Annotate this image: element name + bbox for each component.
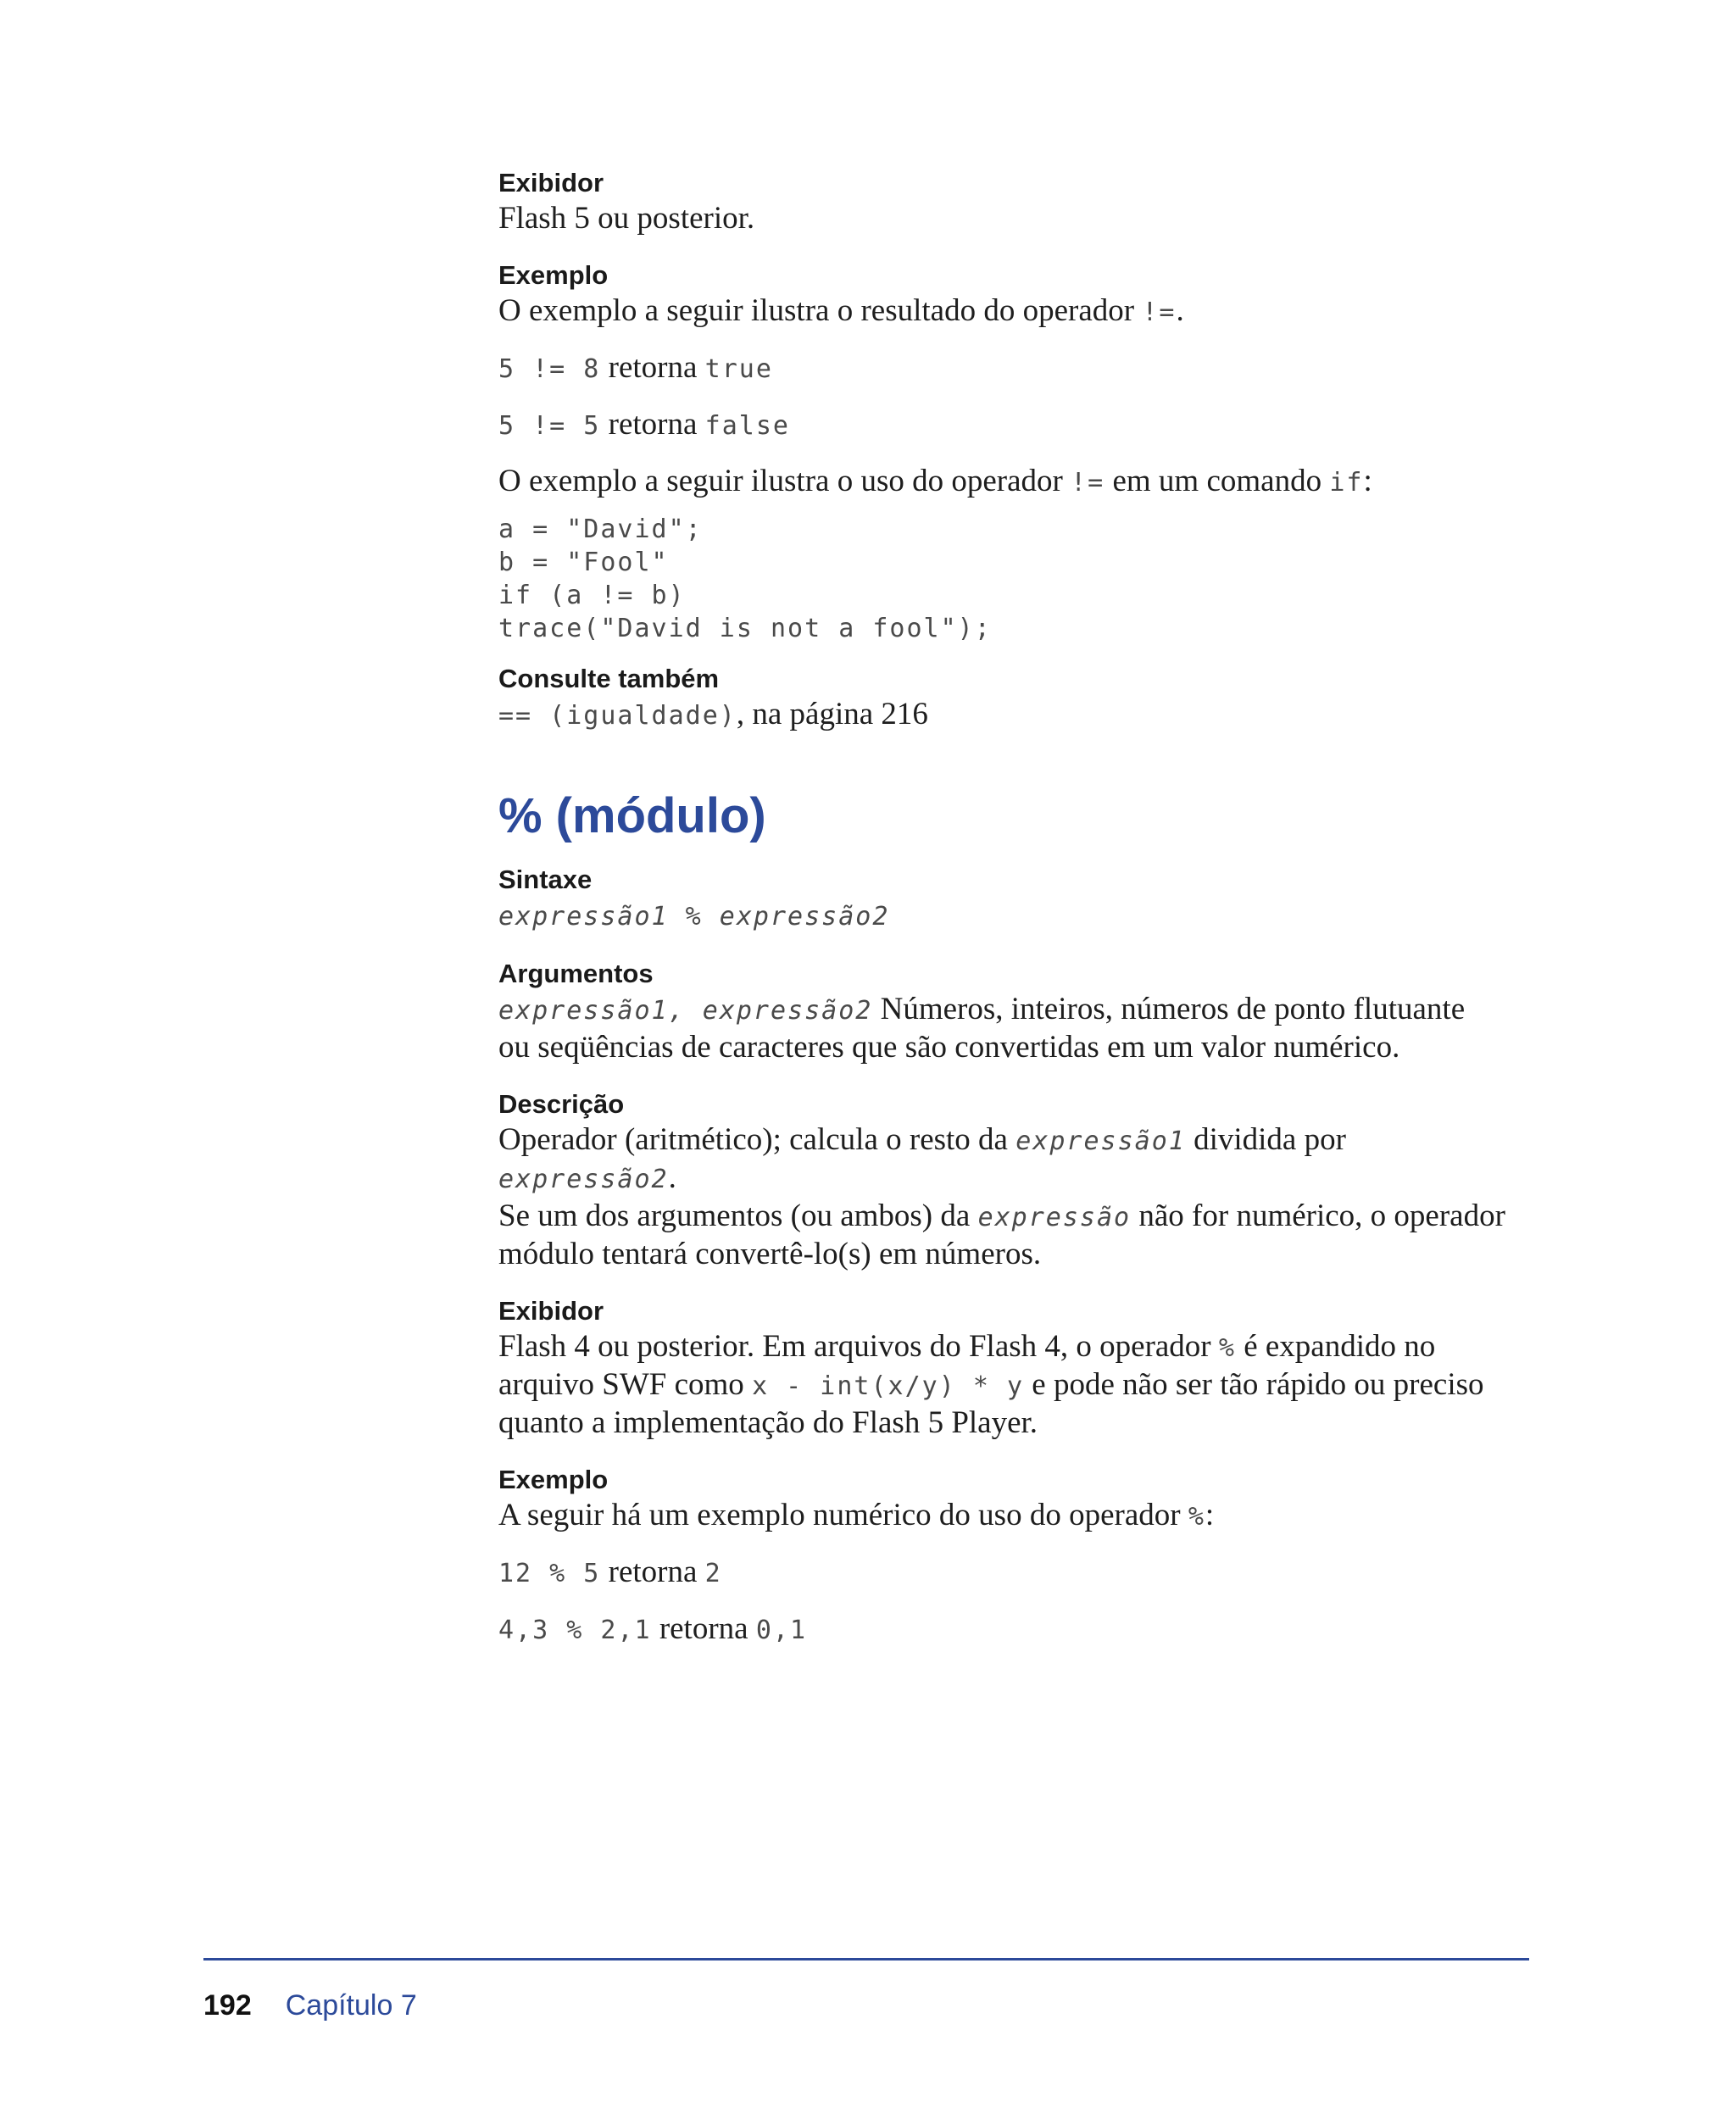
exemplo-heading: Exemplo [498, 260, 609, 290]
exemplo-intro-2: A seguir há um exemplo numérico do uso do operador %: [498, 1498, 1215, 1532]
exibidor-heading: Exibidor [498, 168, 604, 197]
exibidor-text-2: Flash 4 ou posterior. Em arquivos do Flash 4, o operador % é expandido no arquivo SWF como x - int(x/y) * y e pode não ser tão rápido ou preciso quanto a implementação do Flash 5 Player. [498, 1329, 1484, 1440]
modulo-example-line-1: 12 % 5 retorna 2 [498, 1554, 722, 1589]
exemplo-heading-2: Exemplo [498, 1465, 609, 1494]
code-line: trace("David is not a fool"); [498, 614, 992, 643]
exibidor-text: Flash 5 ou posterior. [498, 201, 755, 236]
chapter-label: Capítulo 7 [285, 1989, 417, 2022]
see-also-heading: Consulte também [498, 664, 720, 693]
example-line-1: 5 != 8 retorna true [498, 350, 773, 385]
inline-code: != [1142, 298, 1177, 327]
code-line: a = "David"; [498, 514, 703, 544]
modulo-example-line-2: 4,3 % 2,1 retorna 0,1 [498, 1611, 808, 1646]
code-block [498, 513, 1516, 645]
argumentos-text: expressão1, expressão2 Números, inteiros, números de ponto flutuante ou seqüências de caracteres que são convertidas em um valor numérico. [498, 992, 1466, 1065]
exemplo-intro: O exemplo a seguir ilustra o resultado do operador !=. [498, 293, 1184, 328]
page-content [498, 166, 1516, 1649]
exibidor-heading-2: Exibidor [498, 1296, 604, 1326]
page-number: 192 [203, 1989, 252, 2022]
sintaxe-code: expressão1 % expressão2 [498, 902, 890, 932]
code-line: b = "Fool" [498, 548, 669, 577]
argumentos-heading: Argumentos [498, 959, 654, 988]
section-title: % (módulo) [498, 788, 766, 843]
see-also-link[interactable]: == (igualdade), na página 216 [498, 697, 928, 731]
page-footer [203, 1988, 417, 2022]
footer-divider [203, 1958, 1529, 1960]
descricao-text: Operador (aritmético); calcula o resto da expressão1 dividida por expressão2. Se um dos argumentos (ou ambos) da expressão não for numérico, o operador módulo tentará convertê-lo(s) em números. [498, 1122, 1505, 1271]
code-line: if (a != b) [498, 581, 686, 610]
descricao-heading: Descrição [498, 1089, 625, 1119]
if-intro: O exemplo a seguir ilustra o uso do operador != em um comando if: [498, 464, 1372, 498]
example-line-2: 5 != 5 retorna false [498, 407, 790, 442]
sintaxe-heading: Sintaxe [498, 865, 593, 894]
